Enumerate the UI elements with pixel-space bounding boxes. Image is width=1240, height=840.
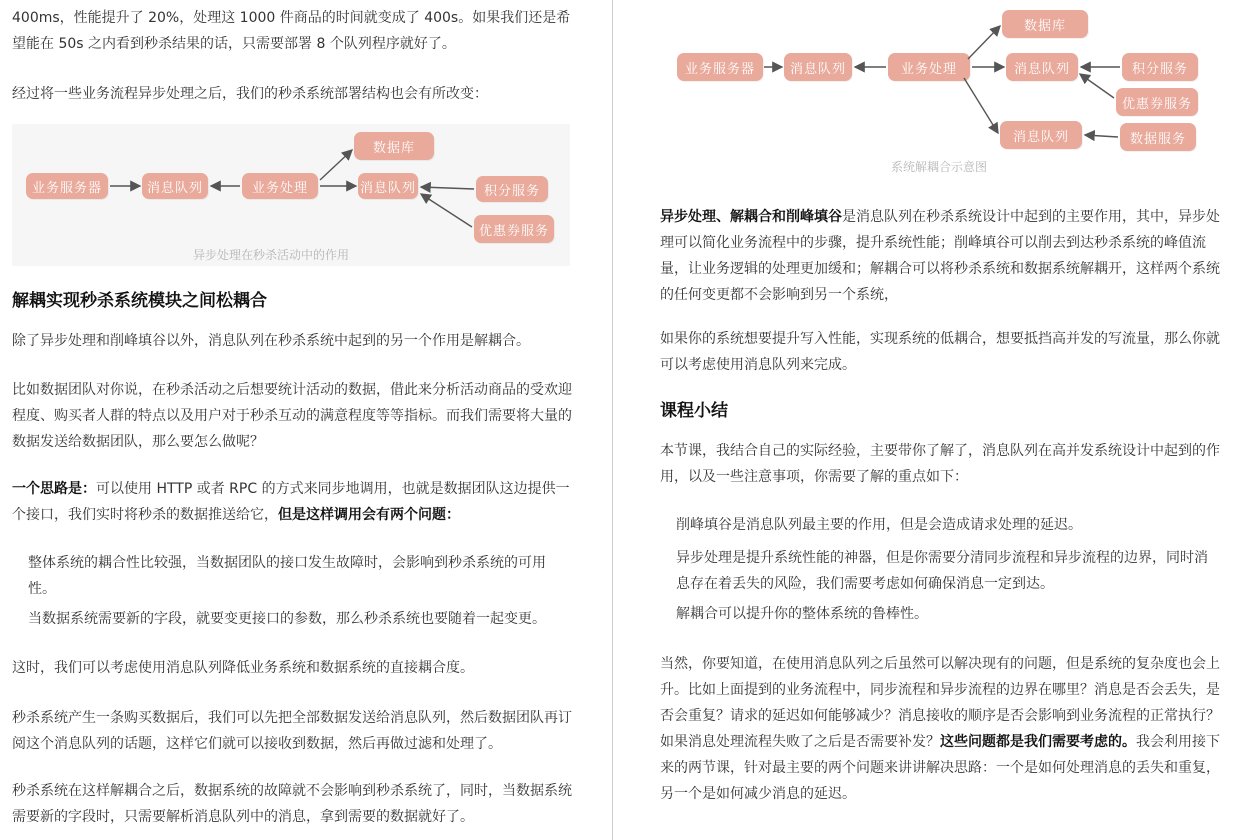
box-message-queue-2: 消息队列	[1006, 53, 1078, 81]
list-item-decouple: 解耦合可以提升你的整体系统的鲁棒性。	[676, 606, 928, 622]
right-page	[614, 0, 1240, 840]
box-business-server: 业务服务器	[677, 53, 763, 81]
paragraph-deployment-change: 经过将一些业务流程异步处理之后，我们的秒杀系统部署结构也会有所改变：	[12, 86, 488, 102]
paragraph-summary-intro: 本节课，我结合自己的实际经验，主要带你了解了，消息队列在高并发系统设计中起到的作用，以及一些注意事项，你需要了解的重点如下：	[660, 443, 1220, 485]
diagram-system-decoupling	[614, 0, 1240, 190]
section-heading-decoupling: 解耦实现秒杀系统模块之间松耦合	[12, 291, 267, 311]
list-item-coupling: 整体系统的耦合性比较强，当数据团队的接口发生故障时，会影响到秒杀系统的可用性。	[28, 555, 546, 597]
paragraph-complexity	[660, 651, 1222, 807]
box-data-service: 数据服务	[1120, 123, 1196, 151]
box-database: 数据库	[1002, 10, 1088, 38]
paragraph-mq-decouple: 这时，我们可以考虑使用消息队列降低业务系统和数据系统的直接耦合度。	[12, 660, 474, 676]
box-business-server: 业务服务器	[26, 173, 108, 199]
idea-text: 可以使用 HTTP 或者 RPC 的方式来同步地调用，也就是数据团队这边提供一个接口，我们实时将秒杀的数据推送给它，	[12, 481, 570, 523]
paragraph-write-performance: 如果你的系统想要提升写入性能，实现系统的低耦合，想要抵挡高并发的写流量，那么你就可以考虑使用消息队列来完成。	[660, 331, 1220, 373]
paragraph-performance: 400ms，性能提升了 20%，处理这 1000 件商品的时间就变成了 400s。如果我们还是希望能在 50s 之内看到秒杀结果的话，只需要部署 8 个队列程序就好了。	[12, 10, 571, 52]
box-points-service: 积分服务	[476, 176, 548, 202]
diagram-async-processing	[12, 124, 570, 266]
box-message-queue-1: 消息队列	[784, 53, 852, 81]
box-points-service: 积分服务	[1122, 53, 1198, 81]
bold-problems-label: 但是这样调用会有两个问题：	[278, 507, 460, 523]
paragraph-after-decoupling: 秒杀系统在这样解耦合之后，数据系统的故障就不会影响到秒杀系统了，同时，当数据系统需要新的字段时，只需要解析消息队列中的消息，拿到需要的数据就好了。	[12, 783, 572, 825]
paragraph-data-team: 比如数据团队对你说，在秒杀活动之后想要统计活动的数据，借此来分析活动商品的受欢迎程度、购买者人群的特点以及用户对于秒杀互动的满意程度等等指标。而我们需要将大量的数据发送给数据团队，那么要怎么做呢？	[12, 382, 572, 450]
box-message-queue-3: 消息队列	[1000, 121, 1082, 149]
bold-main-roles: 异步处理、解耦合和削峰填谷	[660, 209, 842, 225]
box-coupon-service: 优惠券服务	[474, 215, 554, 243]
list-item-async: 异步处理是提升系统性能的神器，但是你需要分清同步流程和异步流程的边界，同时消息存在着丢失的风险，我们需要考虑如何确保消息一定到达。	[676, 550, 1208, 592]
paragraph-decoupling-intro: 除了异步处理和削峰填谷以外，消息队列在秒杀系统中起到的另一个作用是解耦合。	[12, 333, 530, 349]
box-database: 数据库	[354, 132, 434, 160]
diagram-caption: 系统解耦合示意图	[890, 160, 987, 174]
left-page	[0, 0, 613, 840]
list-item-interface-change: 当数据系统需要新的字段，就要变更接口的参数，那么秒杀系统也要随着一起变更。	[28, 611, 546, 627]
diagram-caption: 异步处理在秒杀活动中的作用	[192, 248, 349, 262]
paragraph-main-roles	[660, 204, 1222, 308]
list-item-peak-shaving: 削峰填谷是消息队列最主要的作用，但是会造成请求处理的延迟。	[676, 517, 1082, 533]
box-business-process: 业务处理	[888, 53, 970, 81]
diagram-arrows	[12, 124, 570, 266]
paragraph-sync-idea	[12, 476, 572, 528]
box-message-queue-1: 消息队列	[142, 173, 208, 199]
bold-idea-label: 一个思路是：	[12, 481, 96, 497]
bold-consider: 这些问题都是我们需要考虑的。	[940, 734, 1136, 750]
complexity-text-1: 当然，你要知道，在使用消息队列之后虽然可以解决现有的问题，但是系统的复杂度也会上升。比如上面提到的业务流程中，同步流程和异步流程的边界在哪里？消息是否会丢失，是否会重复？请求的延迟如何能够减少？消息接收的顺序是否会影响到业务流程的正常执行？如果消息处理流程失败了之后是否需要补发？	[660, 656, 1220, 750]
box-business-process: 业务处理	[242, 173, 318, 199]
paragraph-purchase-data: 秒杀系统产生一条购买数据后，我们可以先把全部数据发送给消息队列，然后数据团队再订阅这个消息队列的话题，这样它们就可以接收到数据，然后再做过滤和处理了。	[12, 710, 572, 752]
main-roles-text: 是消息队列在秒杀系统设计中起到的主要作用，其中，异步处理可以简化业务流程中的步骤，提升系统性能；削峰填谷可以削去到达秒杀系统的峰值流量，让业务逻辑的处理更加缓和；解耦合可以将秒杀系统和数据系统解耦开，这样两个系统的任何变更都不会影响到另一个系统，	[660, 209, 1220, 303]
box-message-queue-2: 消息队列	[358, 173, 418, 199]
box-coupon-service: 优惠券服务	[1116, 88, 1198, 116]
section-heading-summary: 课程小结	[660, 401, 728, 421]
complexity-text-2: 我会利用接下来的两节课，针对最主要的两个问题来讲讲解决思路：一个是如何处理消息的丢失和重复，另一个是如何减少消息的延迟。	[660, 734, 1220, 802]
